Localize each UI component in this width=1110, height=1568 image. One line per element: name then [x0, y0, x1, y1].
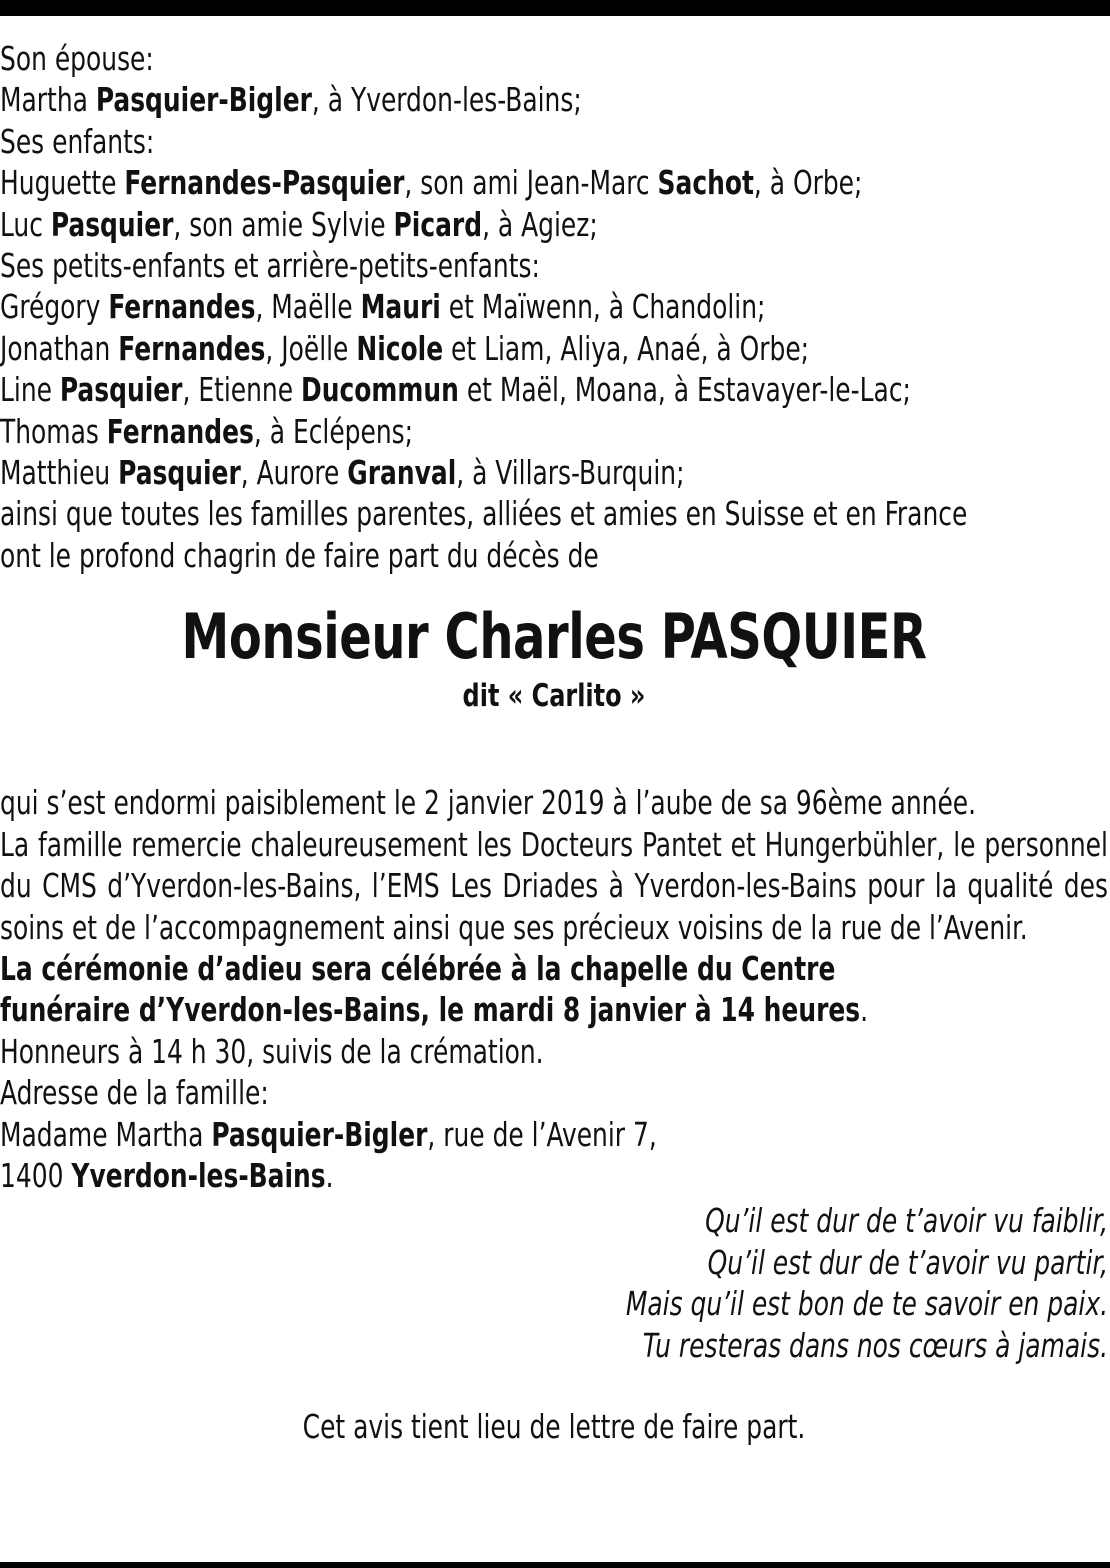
child-entry: Luc Pasquier, son amie Sylvie Picard, à Agiez;: [0, 204, 598, 244]
poem-line: Qu’il est dur de t’avoir vu partir,: [707, 1242, 1108, 1282]
relatives-paragraph: ainsi que toutes les familles parentes, alliées et amies en Suisse et en France: [0, 494, 968, 534]
grandchild-entry: Thomas Fernandes, à Eclépens;: [0, 411, 414, 451]
poem-line: Qu’il est dur de t’avoir vu faiblir,: [705, 1201, 1108, 1241]
spacer: [0, 718, 1108, 782]
spouse-label: Son épouse:: [0, 39, 154, 78]
deceased-name: Monsieur Charles PASQUIER: [181, 600, 927, 674]
top-border: [0, 0, 1110, 16]
poem-line: Mais qu’il est bon de te savoir en paix.: [625, 1284, 1108, 1324]
deceased-name-block: [0, 600, 1108, 718]
child-entry: Huguette Fernandes-Pasquier, son ami Jean-Marc Sachot, à Orbe;: [0, 163, 863, 203]
address-label: Adresse de la famille:: [0, 1073, 269, 1113]
bottom-border: [0, 1562, 1110, 1568]
thanks-paragraph: La famille remercie chaleureusement les Docteurs Pantet et Hungerbühler, le personnel du CMS d’Yverdon-les-Bains, l’EMS Les Driades à Yverdon-les-Bains pour la qualité des soins et de l’accompagnement ainsi que ses précieux voisins de la rue de l’Avenir.: [0, 824, 1108, 947]
announcement: ont le profond chagrin de faire part du décès de: [0, 535, 599, 575]
grandchildren-label: Ses petits-enfants et arrière-petits-enfants:: [0, 246, 540, 286]
footer: [0, 1406, 1108, 1447]
footer-text: Cet avis tient lieu de lettre de faire part.: [302, 1406, 806, 1446]
grandchild-entry: Grégory Fernandes, Maëlle Mauri et Maïwenn, à Chandolin;: [0, 287, 766, 327]
poem: [0, 1200, 1108, 1366]
ceremony-line: La cérémonie d’adieu sera célébrée à la chapelle du Centre: [0, 948, 836, 988]
spouse-entry: Martha Pasquier-Bigler, à Yverdon-les-Bains;: [0, 80, 582, 120]
deceased-nickname: dit « Carlito »: [462, 678, 646, 715]
grandchild-entry: Matthieu Pasquier, Aurore Granval, à Villars-Burquin;: [0, 453, 685, 493]
grandchild-entry: Line Pasquier, Etienne Ducommun et Maël, Moana, à Estavayer-le-Lac;: [0, 370, 911, 410]
grandchild-entry: Jonathan Fernandes, Joëlle Nicole et Liam, Aliya, Anaé, à Orbe;: [0, 328, 810, 368]
death-paragraph: qui s’est endormi paisiblement le 2 janvier 2019 à l’aube de sa 96ème année.: [0, 783, 977, 823]
children-label: Ses enfants:: [0, 121, 155, 161]
ceremony-line: funéraire d’Yverdon-les-Bains, le mardi 8 janvier à 14 heures.: [0, 990, 869, 1030]
address-line: 1400 Yverdon-les-Bains.: [0, 1155, 334, 1195]
notice-content: [0, 38, 1108, 1447]
poem-line: Tu resteras dans nos cœurs à jamais.: [642, 1325, 1108, 1365]
honours: Honneurs à 14 h 30, suivis de la crémation.: [0, 1031, 544, 1071]
address-line: Madame Martha Pasquier-Bigler, rue de l’Avenir 7,: [0, 1114, 657, 1154]
